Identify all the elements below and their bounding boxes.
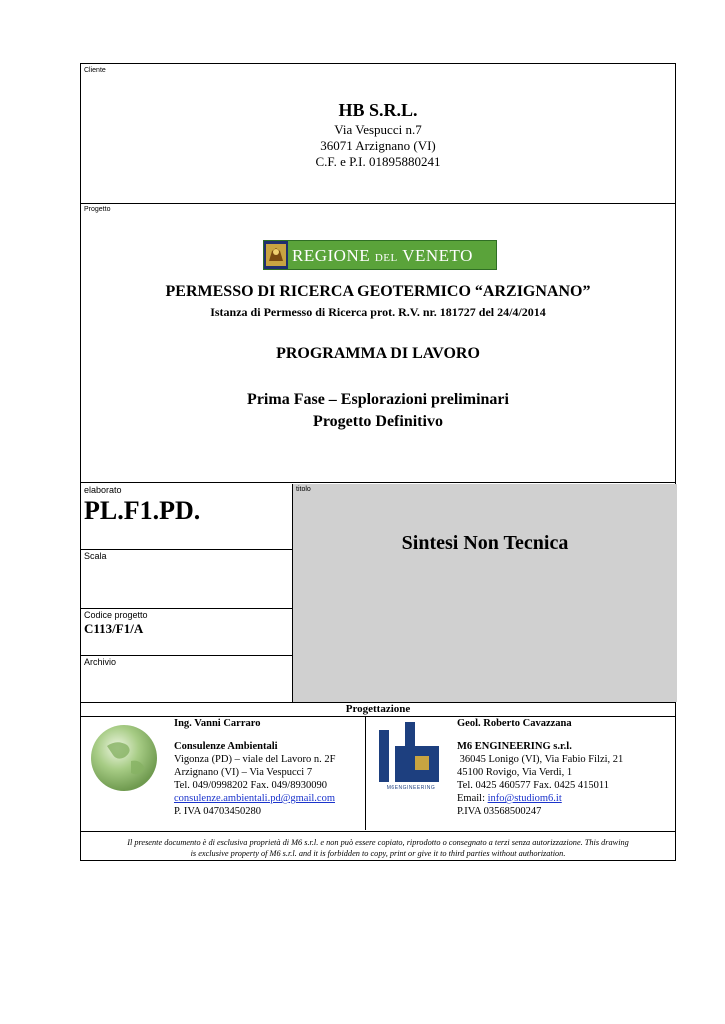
m6-logo-caption: M6ENGINEERING (386, 785, 436, 791)
designer-left-name: Ing. Vanni Carraro (174, 718, 261, 729)
definitive-title: Progetto Definitivo (313, 413, 443, 430)
titolo-value: Sintesi Non Tecnica (401, 532, 569, 554)
designer-right-email-label: Email: (457, 793, 488, 804)
lion-emblem-icon (264, 241, 288, 269)
client-tax: C.F. e P.I. 01895880241 (315, 154, 441, 169)
design-header: Progettazione (345, 703, 411, 715)
client-section-label: Cliente (84, 67, 106, 74)
title-block (80, 63, 676, 861)
divider (81, 203, 675, 204)
program-title: PROGRAMMA DI LAVORO (276, 345, 480, 362)
m6-logo (379, 722, 443, 796)
designer-left-vat: P. IVA 04703450280 (174, 806, 262, 817)
designer-left-addr2: Arzignano (VI) – Via Vespucci 7 (174, 767, 313, 778)
titolo-label: titolo (296, 486, 311, 493)
designer-right-company: M6 ENGINEERING s.r.l. (457, 741, 572, 752)
logo-text-end: VENETO (402, 246, 473, 265)
phase-title: Prima Fase – Esplorazioni preliminari (247, 391, 509, 408)
project-title: PERMESSO DI RICERCA GEOTERMICO “ARZIGNANO” (165, 283, 591, 300)
project-section-label: Progetto (84, 206, 111, 213)
divider (365, 716, 366, 830)
designer-left-phone: Tel. 049/0998202 Fax. 049/8930090 (174, 780, 327, 791)
designer-left (174, 717, 364, 818)
scala-label: Scala (84, 551, 107, 561)
client-name: HB S.R.L. (338, 100, 418, 120)
codice-label: Codice progetto (84, 610, 148, 620)
elaborato-value: PL.F1.PD. (84, 496, 201, 525)
client-address2: 36071 Arzignano (VI) (320, 138, 436, 153)
logo-text-main: REGIONE (292, 246, 371, 265)
divider (81, 549, 292, 550)
project-subtitle: Istanza di Permesso di Ricerca prot. R.V. nr. 181727 del 24/4/2014 (210, 305, 546, 319)
designer-right-phone: Tel. 0425 460577 Fax. 0425 415011 (457, 780, 609, 791)
codice-value: C113/F1/A (84, 621, 144, 636)
footer-disclaimer (81, 837, 675, 859)
logo-text-del: DEL (374, 252, 398, 264)
elaborato-label: elaborato (84, 485, 122, 495)
designer-left-company: Consulenze Ambientali (174, 741, 278, 752)
designer-right (457, 717, 672, 818)
divider (81, 482, 675, 483)
designer-right-name: Geol. Roberto Cavazzana (457, 718, 572, 729)
archivio-label: Archivio (84, 657, 117, 667)
regione-veneto-logo (263, 240, 497, 270)
designer-right-addr1: 36045 Lonigo (VI), Via Fabio Filzi, 21 (457, 754, 624, 765)
footer-line2: is exclusive property of M6 s.r.l. and it is forbidden to copy, print or give it to third parties without authorization. (190, 849, 566, 858)
designer-right-email-link[interactable]: info@studiom6.it (487, 793, 562, 804)
globe-logo (87, 721, 161, 795)
divider (81, 608, 292, 609)
client-address1: Via Vespucci n.7 (334, 122, 422, 137)
divider (81, 655, 292, 656)
footer-line1: Il presente documento è di esclusiva proprietà di M6 s.r.l. e non può essere copiato, riprodotto o consegnato a terzi senza autorizzazione. This drawing (127, 838, 629, 847)
designer-right-addr2: 45100 Rovigo, Via Verdi, 1 (457, 767, 573, 778)
divider (81, 831, 675, 832)
designer-left-addr1: Vigonza (PD) – viale del Lavoro n. 2F (174, 754, 336, 765)
title-field (292, 484, 677, 702)
designer-right-vat: P.IVA 03568500247 (457, 806, 542, 817)
designer-left-email-link[interactable]: consulenze.ambientali.pd@gmail.com (174, 793, 335, 804)
